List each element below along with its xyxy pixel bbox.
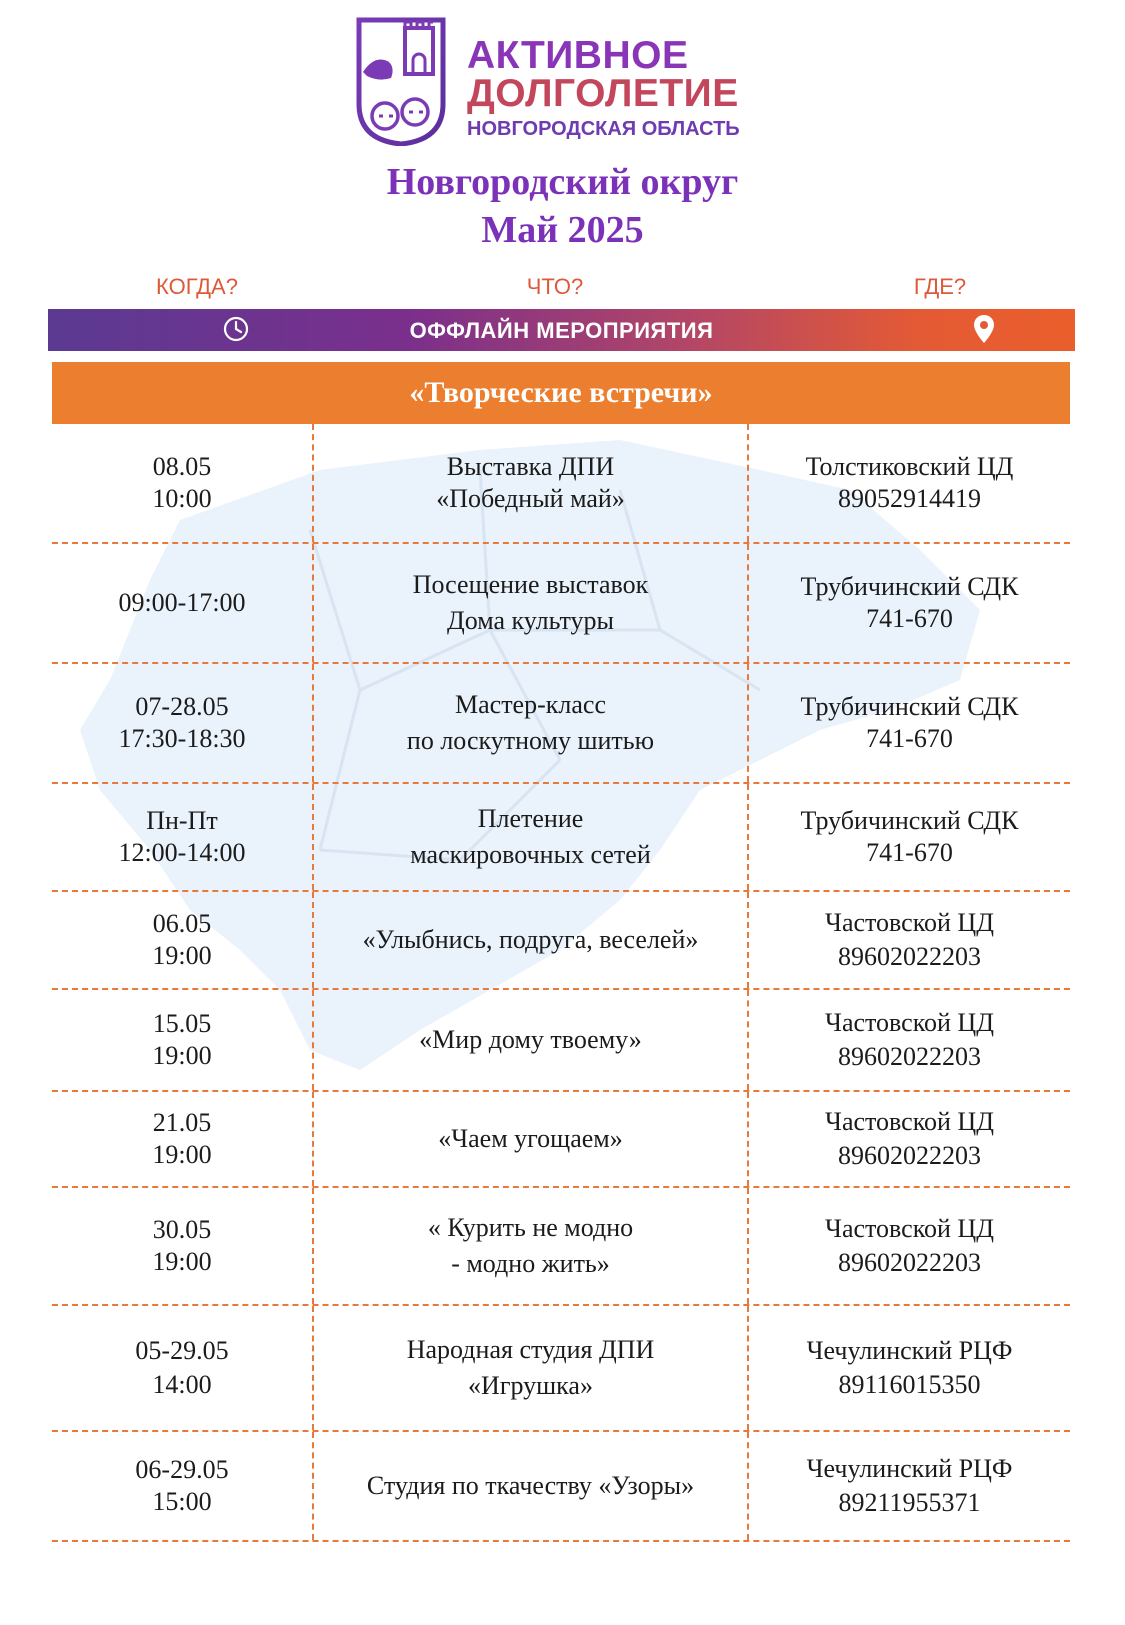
event-what: «Улыбнись, подруга, веселей» (314, 892, 749, 988)
section-title: «Творческие встречи» (52, 362, 1070, 424)
event-what: Плетение маскировочных сетей (314, 784, 749, 890)
event-when: 06-29.05 15:00 (52, 1432, 314, 1540)
event-when: Пн-Пт 12:00-14:00 (52, 784, 314, 890)
logo-emblem-icon (355, 16, 447, 146)
category-where: ГДЕ? (913, 274, 967, 299)
event-when: 08.05 10:00 (52, 424, 314, 542)
category-when: КОГДА? (156, 274, 238, 299)
event-row (52, 1188, 1070, 1306)
event-where: Частовской ЦД 89602022203 (825, 1214, 994, 1277)
event-where: Частовской ЦД 89602022203 (825, 1008, 994, 1071)
logo-text-line2: ДОЛГОЛЕТИЕ (467, 72, 739, 115)
event-what: «Мир дому твоему» (314, 990, 749, 1090)
event-where: Трубичинский СДК 741-670 (800, 572, 1019, 633)
event-where: Чечулинский РЦФ 89211955371 (806, 1454, 1013, 1517)
event-what: Выставка ДПИ «Победный май» (314, 424, 749, 542)
offline-events-band (48, 309, 1075, 351)
event-row (52, 1306, 1070, 1432)
event-what: Посещение выставок Дома культуры (314, 544, 749, 662)
event-what: Мастер-класс по лоскутному шитью (314, 664, 749, 782)
event-what: Студия по ткачеству «Узоры» (314, 1432, 749, 1540)
event-row (52, 990, 1070, 1092)
event-what: «Чаем угощаем» (314, 1092, 749, 1186)
category-what: ЧТО? (526, 274, 584, 299)
events-table (52, 424, 1070, 1542)
event-when: 09:00-17:00 (52, 544, 314, 662)
event-when: 15.05 19:00 (52, 990, 314, 1090)
map-pin-icon (973, 314, 995, 344)
event-when: 21.05 19:00 (52, 1092, 314, 1186)
event-row (52, 544, 1070, 664)
logo-text-line1: АКТИВНОЕ (467, 34, 689, 77)
event-where: Трубичинский СДК 741-670 (800, 692, 1019, 753)
logo (355, 16, 775, 146)
event-row (52, 1432, 1070, 1542)
event-when: 05-29.05 14:00 (52, 1306, 314, 1430)
event-where: Чечулинский РЦФ 89116015350 (806, 1336, 1013, 1399)
event-row (52, 892, 1070, 990)
event-row (52, 664, 1070, 784)
event-where: Толстиковский ЦД 89052914419 (805, 452, 1014, 513)
event-when: 30.05 19:00 (52, 1188, 314, 1304)
page-title: Новгородский округ (386, 161, 739, 203)
band-label: ОФФЛАЙН МЕРОПРИЯТИЯ (409, 318, 714, 343)
event-where: Частовской ЦД 89602022203 (825, 1107, 994, 1170)
event-where: Трубичинский СДК 741-670 (800, 806, 1019, 867)
page-subtitle: Май 2025 (481, 209, 644, 251)
event-what: « Курить не модно - модно жить» (314, 1188, 749, 1304)
event-where: Частовской ЦД 89602022203 (825, 908, 994, 971)
event-what: Народная студия ДПИ «Игрушка» (314, 1306, 749, 1430)
event-row (52, 1092, 1070, 1188)
event-when: 07-28.05 17:30-18:30 (52, 664, 314, 782)
logo-text-line3: НОВГОРОДСКАЯ ОБЛАСТЬ (467, 118, 740, 140)
event-row (52, 424, 1070, 544)
event-row (52, 784, 1070, 892)
event-when: 06.05 19:00 (52, 892, 314, 988)
